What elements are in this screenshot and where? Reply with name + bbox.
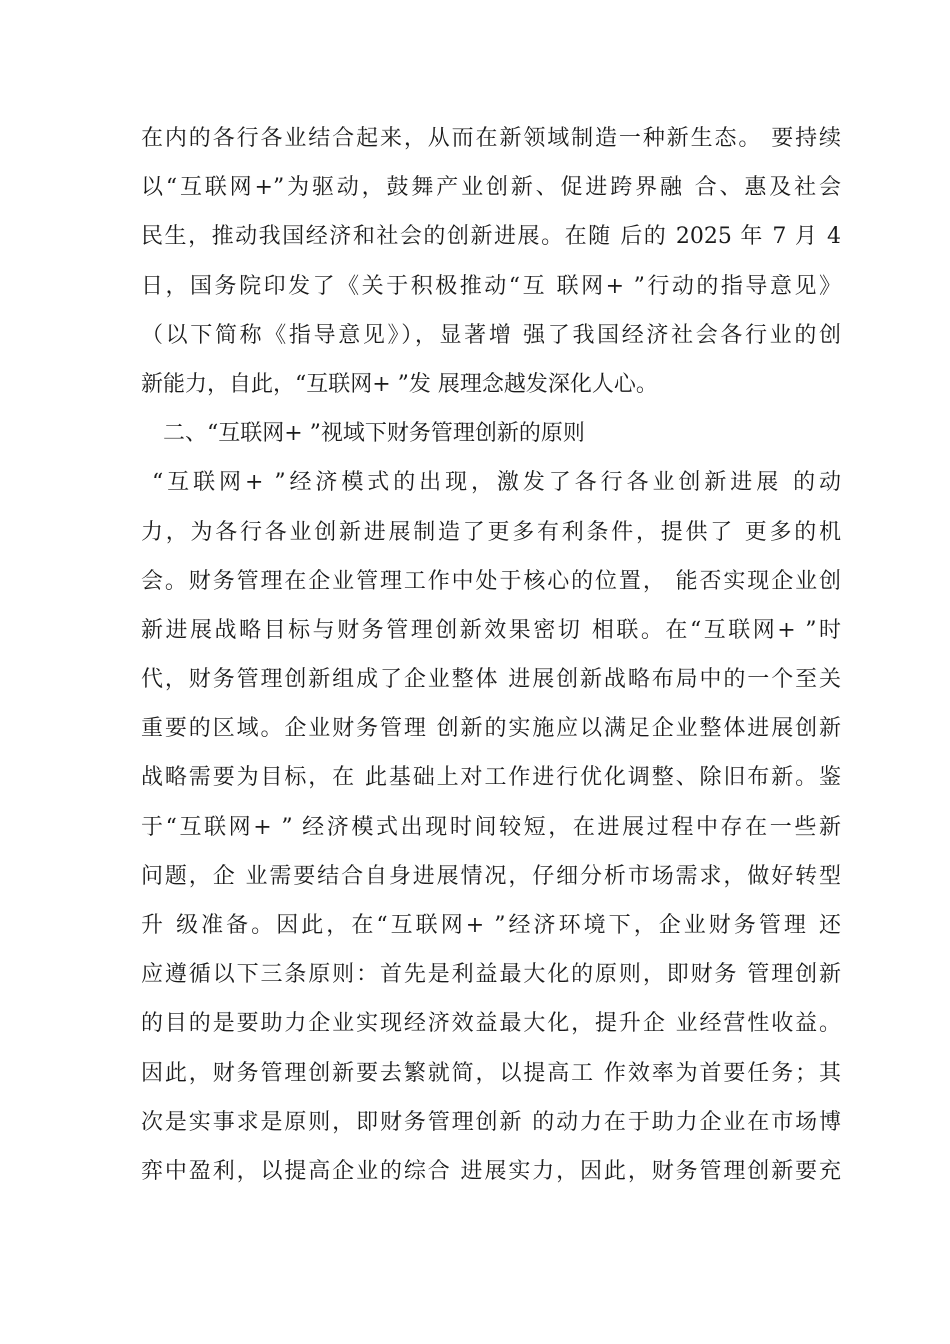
text-line: 问题，企 业需要结合自身进展情况，仔细分析市场需求，做好转型 <box>141 863 841 889</box>
text-line: 新进展战略目标与财务管理创新效果密切 相联。在“互联网+ ”时 <box>141 617 841 643</box>
text-line: 次是实事求是原则，即财务管理创新 的动力在于助力企业在市场博 <box>141 1109 841 1135</box>
text-line: 力，为各行各业创新进展制造了更多有利条件，提供了 更多的机 <box>141 519 841 545</box>
text-line: 在内的各行各业结合起来，从而在新领域制造一种新生态。 要持续 <box>141 126 841 151</box>
text-line: 应遵循以下三条原则：首先是利益最大化的原则，即财务 管理创新 <box>141 962 841 988</box>
text-line: 升 级准备。因此，在“互联网+ ”经济环境下，企业财务管理 还 <box>141 913 841 938</box>
text-line: 因此，财务管理创新要去繁就简，以提高工 作效率为首要任务；其 <box>141 1060 841 1086</box>
section-heading: 二、“互联网+ ”视域下财务管理创新的原则 <box>163 421 585 447</box>
text-line: 新能力，自此，“互联网+ ”发 展理念越发深化人心。 <box>141 371 658 397</box>
text-line: 日，国务院印发了《关于积极推动“互 联网+ ”行动的指导意见》 <box>141 273 841 299</box>
body-text <box>141 114 841 1196</box>
text-line: 以“互联网+”为驱动，鼓舞产业创新、促进跨界融 合、惠及社会 <box>141 175 841 201</box>
text-line: 民生，推动我国经济和社会的创新进展。在随 后的 2025 年 7 月 4 <box>141 224 841 250</box>
text-line: 重要的区域。企业财务管理 创新的实施应以满足企业整体进展创新 <box>141 716 841 742</box>
text-line: 会。财务管理在企业管理工作中处于核心的位置， 能否实现企业创 <box>141 568 841 594</box>
text-line: 代，财务管理创新组成了企业整体 进展创新战略布局中的一个至关 <box>141 667 841 693</box>
text-line: “互联网+ ”经济模式的出现，激发了各行各业创新进展 的动 <box>152 470 841 496</box>
text-line: 的目的是要助力企业实现经济效益最大化，提升企 业经营性收益。 <box>141 1011 841 1037</box>
text-line: （以下简称《指导意见》），显著增 强了我国经济社会各行业的创 <box>141 322 841 348</box>
text-line: 于“互联网+ ” 经济模式出现时间较短，在进展过程中存在一些新 <box>141 814 841 840</box>
text-line: 弈中盈利，以提高企业的综合 进展实力，因此，财务管理创新要充 <box>141 1158 841 1184</box>
text-line: 战略需要为目标，在 此基础上对工作进行优化调整、除旧布新。鉴 <box>141 765 841 791</box>
